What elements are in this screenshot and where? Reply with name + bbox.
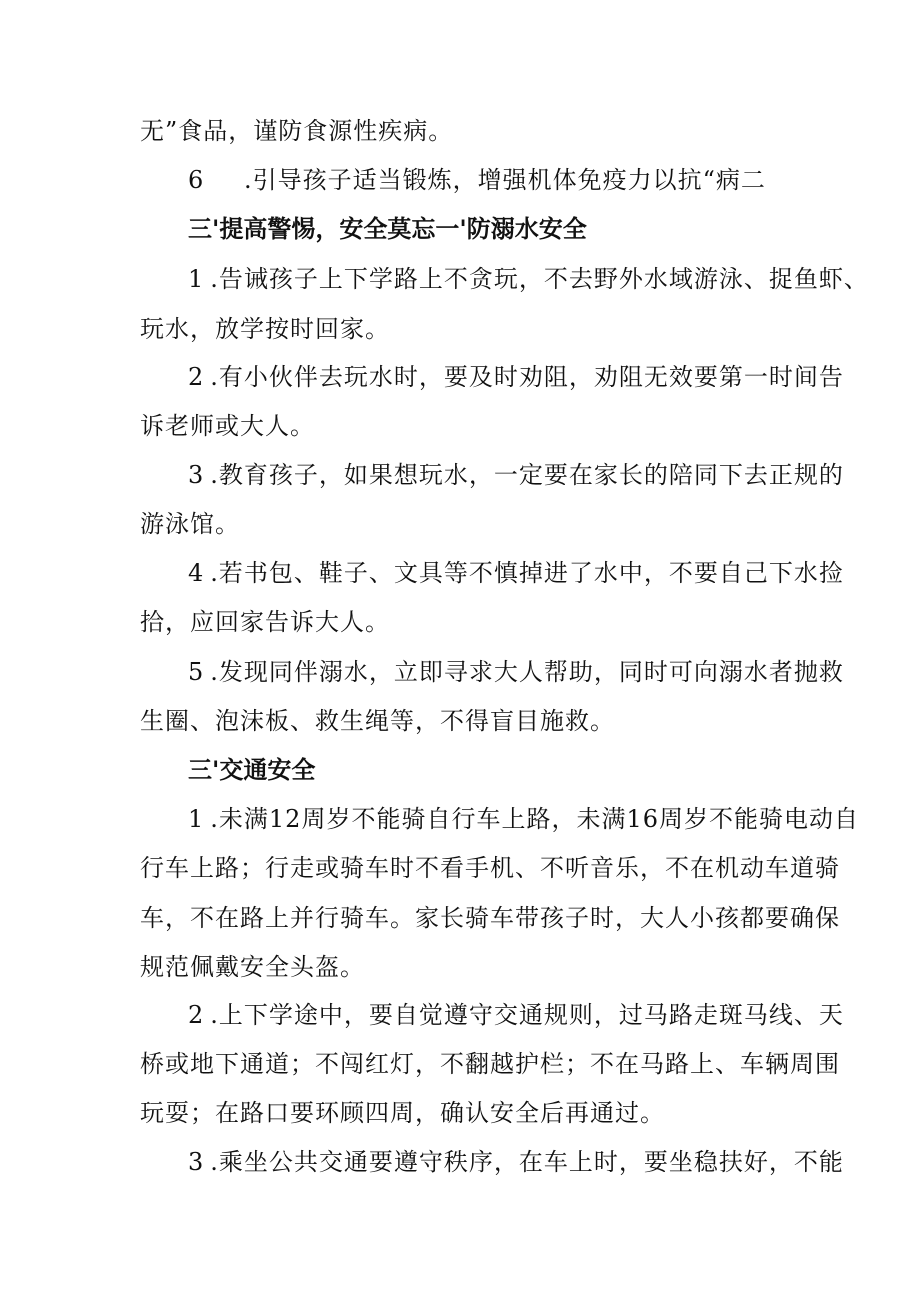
list-item-3a [188, 460, 844, 490]
line-text: 拾，应回家告诉大人。 [140, 608, 390, 636]
text-line-continued [140, 1049, 840, 1079]
line-text: 玩耍；在路口要环顾四周，确认安全后再通过。 [140, 1099, 665, 1127]
text-line-continued [140, 952, 365, 982]
list-item-1b [188, 804, 859, 834]
item-number: 3 [188, 1148, 205, 1176]
item-text: .告诫孩子上下学路上不贪玩，不去野外水域游泳、捉鱼虾、 [210, 265, 869, 293]
text-line-continued [140, 509, 240, 539]
text-line-continued [140, 706, 615, 736]
heading-text: 三'提高警惕，安全莫忘一'防溺水安全 [188, 215, 587, 243]
item-text: .若书包、鞋子、文具等不慎掉进了水中，不要自己下水捡 [210, 559, 844, 587]
item-number: 2 [188, 363, 205, 391]
line-text: 车，不在路上并行骑车。家长骑车带孩子时，大人小孩都要确保 [140, 904, 840, 932]
text-line-continued [140, 607, 390, 637]
list-item-4a [188, 558, 844, 588]
item-number: 1 [188, 265, 205, 293]
line-text: 生圈、泡沫板、救生绳等，不得盲目施救。 [140, 707, 615, 735]
line-text: 诉老师或大人。 [140, 412, 315, 440]
section-heading-drowning [188, 214, 587, 244]
text-line-continued [140, 853, 840, 883]
line-text: 无”食品，谨防食源性疾病。 [140, 117, 454, 145]
list-item-2b [188, 1000, 844, 1030]
text-line-1 [140, 116, 453, 146]
item-text: .有小伙伴去玩水时，要及时劝阻，劝阻无效要第一时间告 [210, 363, 844, 391]
list-item-6 [188, 165, 766, 195]
line-text: 桥或地下通道；不闯红灯，不翻越护栏；不在马路上、车辆周围 [140, 1050, 840, 1078]
text-line-continued [140, 903, 840, 933]
list-item-3b [188, 1147, 844, 1177]
text-line-continued [140, 1098, 665, 1128]
line-text: 玩水，放学按时回家。 [140, 315, 390, 343]
item-text: .发现同伴溺水，立即寻求大人帮助，同时可向溺水者抛救 [210, 658, 844, 686]
line-text: 规范佩戴安全头盔。 [140, 953, 365, 981]
item-text: .引导孩子适当锻炼，增强机体免疫力以抗“病二 [244, 166, 766, 194]
list-item-1a [188, 264, 869, 294]
heading-text: 三'交通安全 [188, 756, 316, 784]
item-text: .乘坐公共交通要遵守秩序，在车上时，要坐稳扶好，不能 [210, 1148, 844, 1176]
list-item-5a [188, 657, 844, 687]
item-number: 4 [188, 559, 205, 587]
text-line-continued [140, 314, 390, 344]
item-text: .未满12周岁不能骑自行车上路，未满16周岁不能骑电动自 [210, 805, 859, 833]
item-number: 1 [188, 805, 205, 833]
line-text: 游泳馆。 [140, 510, 240, 538]
text-line-continued [140, 411, 315, 441]
section-heading-traffic [188, 755, 315, 785]
list-item-2a [188, 362, 844, 392]
item-number: 6 [188, 166, 205, 194]
item-number: 3 [188, 461, 205, 489]
item-text: .教育孩子，如果想玩水，一定要在家长的陪同下去正规的 [210, 461, 844, 489]
item-number: 2 [188, 1001, 205, 1029]
item-number: 5 [188, 658, 205, 686]
line-text: 行车上路；行走或骑车时不看手机、不听音乐，不在机动车道骑 [140, 854, 840, 882]
item-text: .上下学途中，要自觉遵守交通规则，过马路走斑马线、天 [210, 1001, 844, 1029]
